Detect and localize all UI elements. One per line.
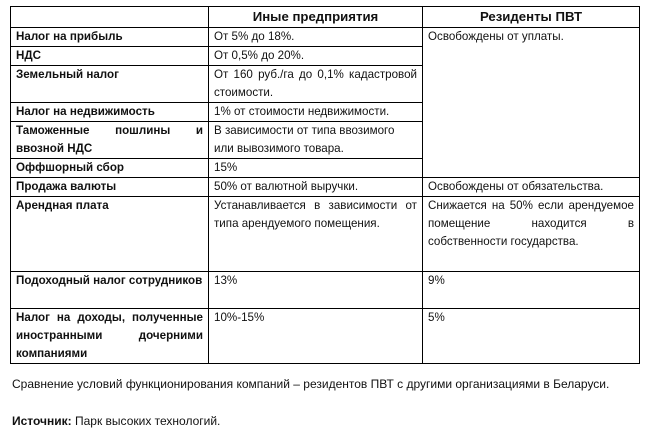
row-label: Налог на доходы, полученные иностранными дочерними компаниями [11, 309, 209, 364]
comparison-table [10, 6, 640, 364]
row-label: Арендная плата [11, 197, 209, 272]
row-label: Оффшорный сбор [11, 159, 209, 178]
row-label: Таможенные пошлины и ввозной НДС [11, 122, 209, 159]
row-other-value: В зависимости от типа ввозимого или вывозимого товара. [209, 122, 423, 159]
header-hitech-residents: Резиденты ПВТ [423, 7, 640, 28]
table-row [11, 272, 640, 309]
row-resident-value: Освобождены от уплаты. [423, 28, 640, 178]
table-caption: Сравнение условий функционирования компаний – резидентов ПВТ с другими организациями в Беларуси. [12, 377, 610, 391]
row-other-value: От 5% до 18%. [209, 28, 423, 47]
row-label: Продажа валюты [11, 178, 209, 197]
row-other-value: Устанавливается в зависимости от типа арендуемого помещения. [209, 197, 423, 272]
row-label: НДС [11, 47, 209, 66]
row-label: Подоходный налог сотрудников [11, 272, 209, 309]
comparison-table-wrapper [10, 6, 639, 364]
row-other-value: 50% от валютной выручки. [209, 178, 423, 197]
source-line [12, 412, 220, 430]
header-other-companies: Иные предприятия [209, 7, 423, 28]
row-resident-value: 5% [423, 309, 640, 364]
header-empty [11, 7, 209, 28]
row-other-value: 15% [209, 159, 423, 178]
row-resident-value: Освобождены от обязательства. [423, 178, 640, 197]
table-row [11, 28, 640, 47]
source-label: Источник: [12, 414, 72, 428]
table-row [11, 178, 640, 197]
table-row [11, 309, 640, 364]
row-other-value: 1% от стоимости недвижимости. [209, 103, 423, 122]
row-other-value: 10%-15% [209, 309, 423, 364]
row-resident-value: Снижается на 50% если арендуемое помещение находится в собственности государства. [423, 197, 640, 272]
row-resident-value: 9% [423, 272, 640, 309]
row-other-value: От 0,5% до 20%. [209, 47, 423, 66]
row-other-value: От 160 руб./га до 0,1% кадастровой стоимости. [209, 66, 423, 103]
row-label: Налог на прибыль [11, 28, 209, 47]
row-label: Налог на недвижимость [11, 103, 209, 122]
source-text: Парк высоких технологий. [75, 414, 221, 428]
header-row [11, 7, 640, 28]
row-other-value: 13% [209, 272, 423, 309]
row-label: Земельный налог [11, 66, 209, 103]
table-row [11, 197, 640, 272]
